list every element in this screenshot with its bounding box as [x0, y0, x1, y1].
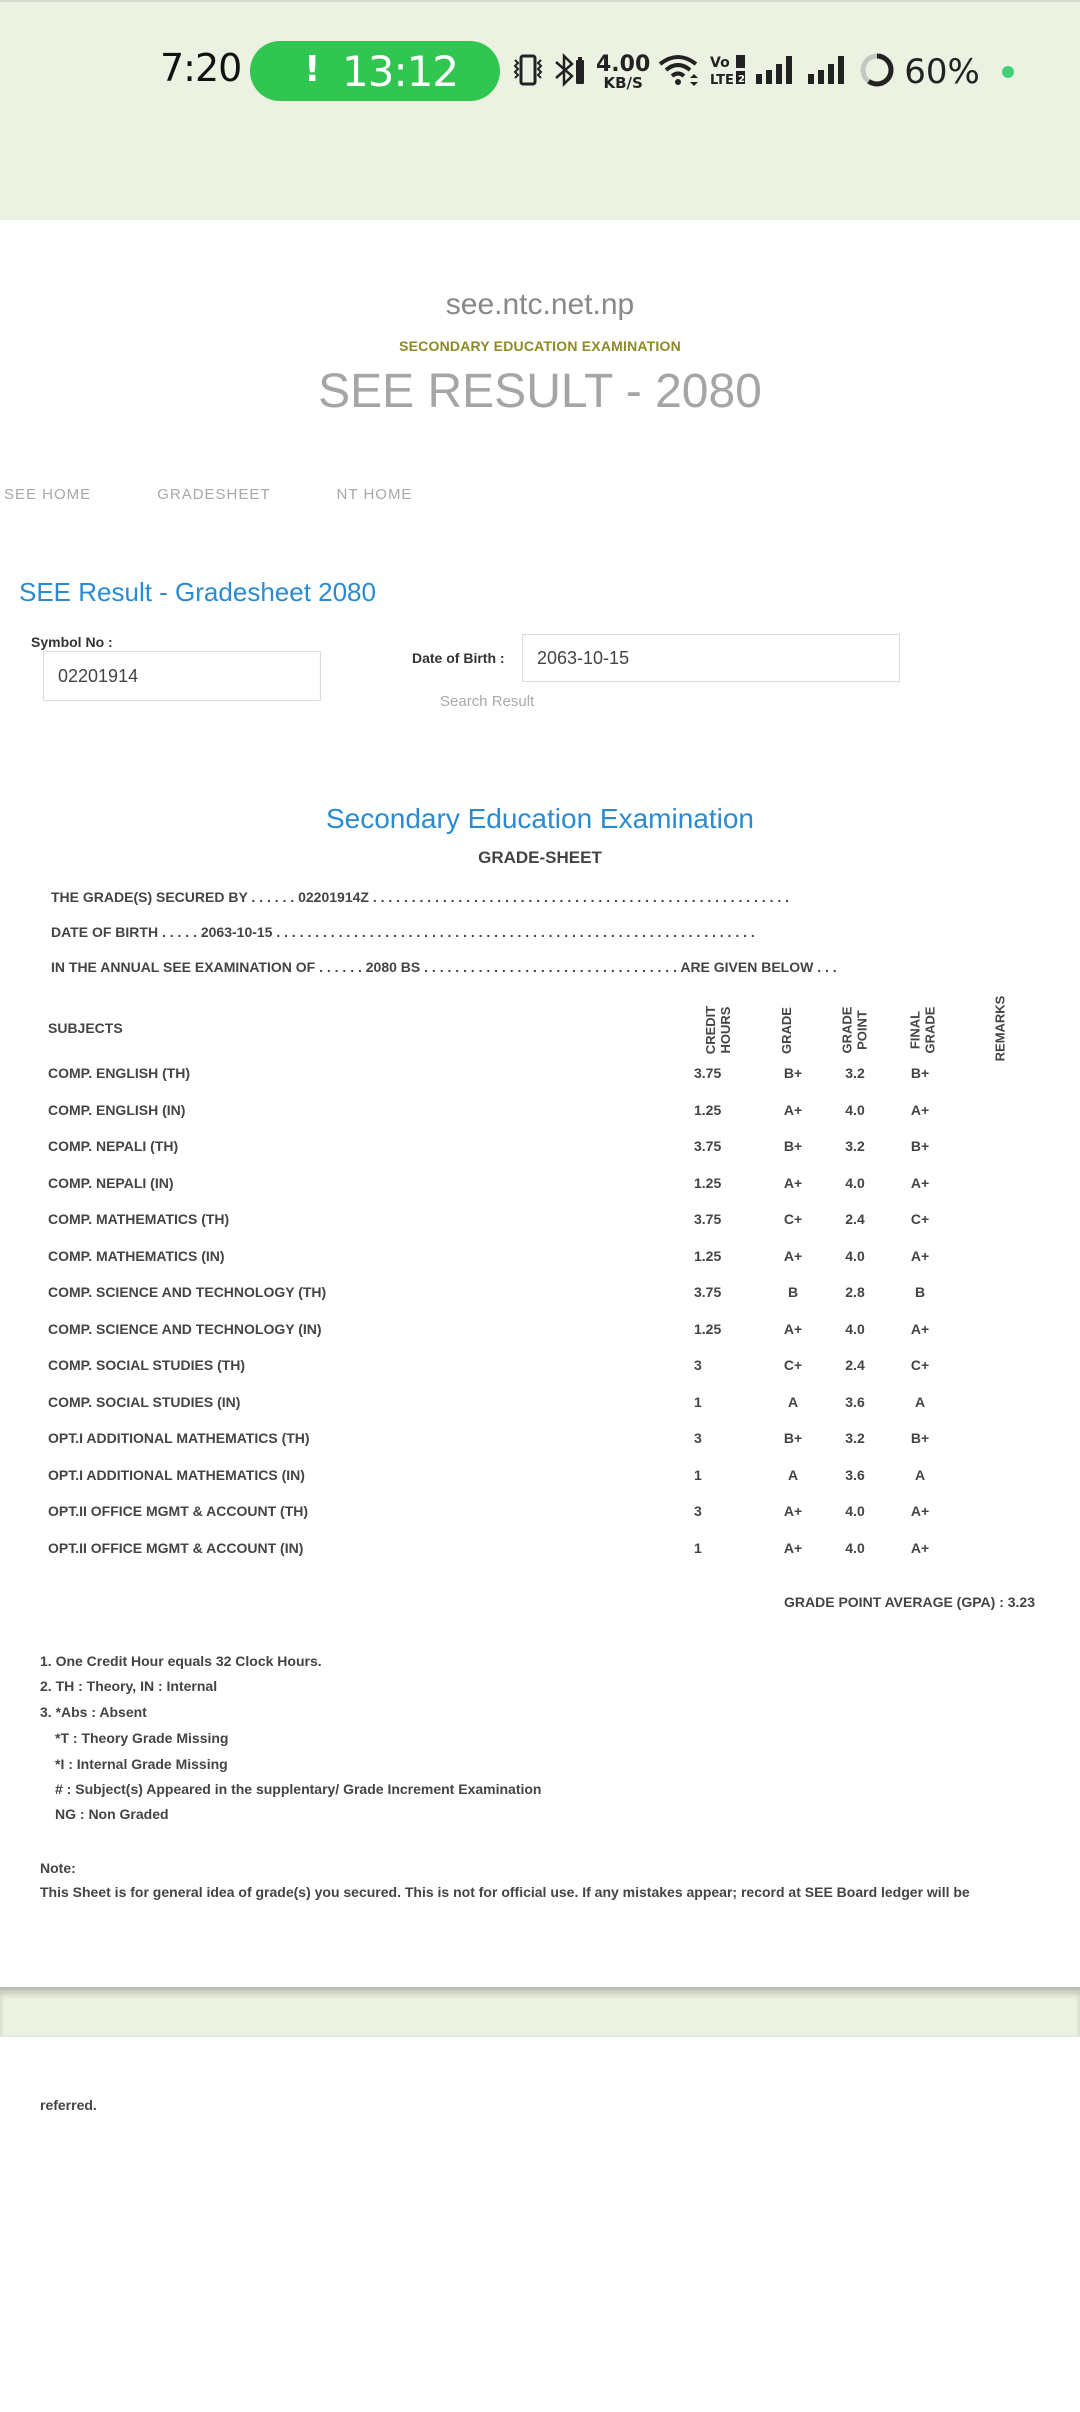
page-break-band [0, 1987, 1080, 2037]
call-timer: 13:12 [342, 47, 459, 96]
nav-gradesheet[interactable]: GRADESHEET [157, 486, 271, 503]
final-grade-cell: A+ [910, 1174, 930, 1191]
wifi-icon [658, 52, 702, 93]
grade-cell: A+ [783, 1174, 803, 1191]
legend-item: 2. TH : Theory, IN : Internal [40, 1678, 218, 1694]
legend-item: *I : Internal Grade Missing [55, 1756, 228, 1772]
credit-hours-cell: 3 [694, 1503, 702, 1519]
subject-cell: COMP. MATHEMATICS (TH) [48, 1211, 230, 1227]
grade-cell: C+ [783, 1211, 803, 1227]
gradesheet-heading: Secondary Education Examination [325, 803, 755, 834]
col-header-credit-hours: CREDIT HOURS [703, 1005, 734, 1055]
table-row [0, 1102, 1080, 1126]
grade-point-cell: 2.4 [845, 1357, 865, 1373]
battery-ring-icon [858, 51, 896, 94]
final-grade-cell: A+ [910, 1247, 930, 1264]
credit-hours-cell: 3.75 [694, 1138, 722, 1154]
grade-cell: C+ [783, 1357, 803, 1373]
grade-cell: A [787, 1466, 799, 1483]
grade-cell: B+ [783, 1138, 803, 1154]
subject-cell: COMP. SOCIAL STUDIES (IN) [48, 1393, 241, 1410]
subject-cell: OPT.I ADDITIONAL MATHEMATICS (TH) [48, 1430, 310, 1446]
grade-point-cell: 4.0 [845, 1503, 865, 1519]
final-grade-cell: A+ [910, 1539, 930, 1556]
nav-nt-home[interactable]: NT HOME [336, 486, 413, 503]
table-row [0, 1138, 1080, 1162]
main-nav [4, 486, 478, 503]
legend-item: 1. One Credit Hour equals 32 Clock Hours. [40, 1653, 322, 1669]
col-header-final-grade: FINAL GRADE [907, 1006, 938, 1054]
credit-hours-cell: 3.75 [694, 1284, 722, 1300]
credit-hours-cell: 3.75 [694, 1065, 722, 1081]
grade-point-cell: 4.0 [845, 1174, 865, 1191]
legend-item: # : Subject(s) Appeared in the supplentary/ Grade Increment Examination [55, 1781, 542, 1797]
nav-see-home[interactable]: SEE HOME [4, 486, 92, 503]
svg-text:Vo: Vo [710, 54, 730, 71]
subject-cell: COMP. NEPALI (IN) [48, 1174, 174, 1191]
symbol-no-input[interactable] [43, 651, 321, 701]
final-grade-cell: B+ [910, 1138, 930, 1154]
final-grade-cell: A+ [910, 1101, 930, 1118]
network-speed: 4.00 KB/S [596, 51, 651, 92]
grade-cell: A+ [783, 1247, 803, 1264]
privacy-indicator-dot [1002, 66, 1014, 78]
subject-cell: OPT.I ADDITIONAL MATHEMATICS (IN) [48, 1466, 305, 1483]
table-row [0, 1394, 1080, 1418]
page-title: SEE RESULT - 2080 [318, 365, 762, 418]
final-grade-cell: C+ [910, 1357, 930, 1373]
dob-input[interactable] [522, 634, 900, 682]
subject-cell: COMP. SCIENCE AND TECHNOLOGY (TH) [48, 1284, 327, 1300]
note-text: This Sheet is for general idea of grade(s) you secured. This is not for official use. If any mistakes appear; record at SEE Board ledger will be [40, 1884, 970, 1900]
symbol-no-label: Symbol No : [31, 634, 113, 650]
battery-percent: 60% [904, 52, 980, 92]
final-grade-cell: A+ [910, 1320, 930, 1337]
credit-hours-cell: 3 [694, 1430, 702, 1446]
grade-point-cell: 3.6 [845, 1393, 865, 1410]
col-header-remarks: REMARKS [992, 995, 1008, 1061]
subject-cell: OPT.II OFFICE MGMT & ACCOUNT (TH) [48, 1503, 309, 1519]
site-subtitle: SECONDARY EDUCATION EXAMINATION [399, 338, 681, 354]
final-grade-cell: A [914, 1466, 926, 1483]
svg-text:LTE: LTE [710, 72, 735, 87]
note-text-continued: referred. [40, 2097, 97, 2113]
signal-icon [754, 54, 798, 91]
table-row [0, 1430, 1080, 1454]
dob-label: Date of Birth : [412, 650, 505, 666]
credit-hours-cell: 1.25 [694, 1101, 722, 1118]
final-grade-cell: C+ [910, 1211, 930, 1227]
search-result-button[interactable]: Search Result [440, 693, 535, 710]
grade-point-cell: 3.2 [845, 1430, 865, 1446]
credit-hours-cell: 3.75 [694, 1211, 722, 1227]
dob-line: DATE OF BIRTH . . . . . 2063-10-15 . . . . . . . . . . . . . . . . . . . . . . . . . . . . . . . . . . . . . . . . . . . . . . . . . . . . . . . . . . . . . . [51, 924, 755, 940]
form-title: SEE Result - Gradesheet 2080 [19, 577, 376, 607]
legend-item: *T : Theory Grade Missing [55, 1730, 229, 1746]
vibrate-icon [512, 52, 544, 93]
table-row [0, 1211, 1080, 1235]
grade-cell: A+ [783, 1101, 803, 1118]
subject-cell: COMP. ENGLISH (IN) [48, 1101, 186, 1118]
grade-cell: B+ [783, 1065, 803, 1081]
grade-cell: A+ [783, 1503, 803, 1519]
grade-point-cell: 3.2 [845, 1138, 865, 1154]
grade-point-cell: 2.4 [845, 1211, 865, 1227]
table-row [0, 1467, 1080, 1491]
final-grade-cell: B+ [910, 1430, 930, 1446]
final-grade-cell: A+ [910, 1503, 930, 1519]
table-row [0, 1284, 1080, 1308]
subject-cell: COMP. SCIENCE AND TECHNOLOGY (IN) [48, 1320, 322, 1337]
site-domain: see.ntc.net.np [445, 288, 635, 321]
subject-cell: COMP. NEPALI (TH) [48, 1138, 179, 1154]
signal-icon [806, 54, 850, 91]
grade-cell: B [787, 1284, 799, 1300]
gpa-summary: GRADE POINT AVERAGE (GPA) : 3.23 [784, 1594, 1035, 1610]
ongoing-call-pill[interactable] [250, 41, 500, 101]
grade-point-cell: 4.0 [845, 1247, 865, 1264]
final-grade-cell: A [914, 1393, 926, 1410]
col-header-grade-point: GRADE POINT [839, 1006, 870, 1054]
exam-line: IN THE ANNUAL SEE EXAMINATION OF . . . . . . 2080 BS . . . . . . . . . . . . . . . . . . . . . . . . . . . . . . . . . ARE GIVEN BELOW . . . [51, 959, 837, 975]
bluetooth-icon [552, 52, 588, 93]
credit-hours-cell: 1.25 [694, 1174, 722, 1191]
status-bar [0, 0, 1080, 220]
grade-cell: B+ [783, 1430, 803, 1446]
status-icons [512, 50, 1014, 94]
table-row [0, 1175, 1080, 1199]
credit-hours-cell: 1 [694, 1466, 702, 1483]
gradesheet-subheading: GRADE-SHEET [478, 848, 602, 867]
legend-item: 3. *Abs : Absent [40, 1704, 147, 1720]
grade-point-cell: 3.6 [845, 1466, 865, 1483]
grade-cell: A+ [783, 1320, 803, 1337]
subject-cell: COMP. ENGLISH (TH) [48, 1065, 191, 1081]
final-grade-cell: B [914, 1284, 926, 1300]
col-header-grade: GRADE [778, 1006, 794, 1054]
table-row [0, 1540, 1080, 1564]
credit-hours-cell: 1 [694, 1393, 702, 1410]
grade-point-cell: 4.0 [845, 1320, 865, 1337]
credit-hours-cell: 3 [694, 1357, 702, 1373]
clock: 7:20 [160, 46, 242, 90]
grade-cell: A [787, 1393, 799, 1410]
credit-hours-cell: 1.25 [694, 1247, 722, 1264]
svg-text:2: 2 [738, 73, 746, 85]
table-row [0, 1065, 1080, 1089]
note-label: Note: [40, 1860, 76, 1876]
final-grade-cell: B+ [910, 1065, 930, 1081]
volte-icon [710, 53, 746, 92]
credit-hours-cell: 1 [694, 1539, 702, 1556]
col-header-subjects: SUBJECTS [48, 1020, 123, 1036]
grade-point-cell: 3.2 [845, 1065, 865, 1081]
subject-cell: COMP. SOCIAL STUDIES (TH) [48, 1357, 246, 1373]
grade-cell: A+ [783, 1539, 803, 1556]
credit-hours-cell: 1.25 [694, 1320, 722, 1337]
grade-point-cell: 2.8 [845, 1284, 865, 1300]
grade-point-cell: 4.0 [845, 1539, 865, 1556]
subject-cell: OPT.II OFFICE MGMT & ACCOUNT (IN) [48, 1539, 304, 1556]
legend-item: NG : Non Graded [55, 1806, 169, 1822]
table-row [0, 1503, 1080, 1527]
grade-point-cell: 4.0 [845, 1101, 865, 1118]
table-row [0, 1248, 1080, 1272]
call-indicator-icon: ! [304, 49, 321, 90]
secured-by-line: THE GRADE(S) SECURED BY . . . . . . 02201914Z . . . . . . . . . . . . . . . . . . . . . . . . . . . . . . . . . . . . . . . . . . . . . . . . . . . . . . [51, 889, 790, 905]
table-row [0, 1357, 1080, 1381]
subject-cell: COMP. MATHEMATICS (IN) [48, 1247, 225, 1264]
table-row [0, 1321, 1080, 1345]
